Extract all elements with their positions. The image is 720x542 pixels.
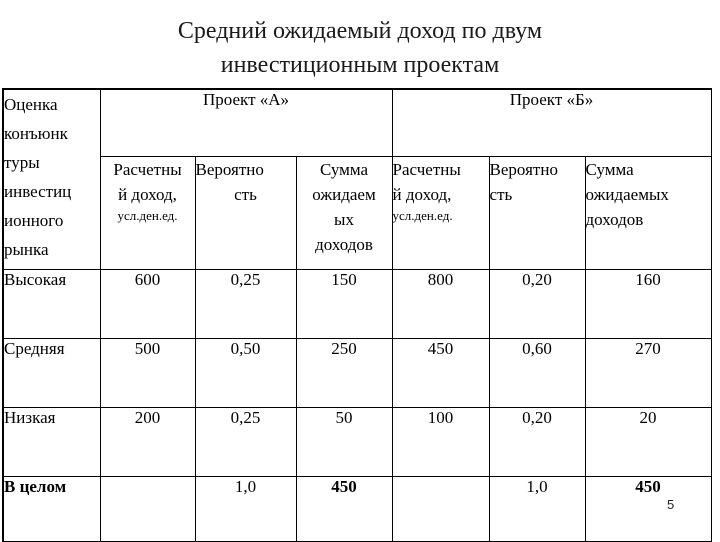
row-label-header: [3, 89, 100, 269]
total-b-income: [392, 476, 489, 541]
cell-a-income: 600: [100, 269, 195, 338]
header-line: й доход,: [118, 184, 177, 204]
header-line: ожидаемых: [585, 184, 669, 204]
expected-sum-header-b: [585, 156, 711, 269]
investment-table: [2, 88, 712, 542]
row-label: Низкая: [3, 407, 100, 476]
header-line: й доход,: [392, 184, 452, 204]
cell-a-sum: 250: [296, 338, 392, 407]
cell-b-prob: 0,60: [489, 338, 585, 407]
cell-a-prob: 0,25: [195, 269, 296, 338]
probability-header-b: [489, 156, 585, 269]
header-line: ых: [334, 209, 354, 229]
row-label-line: ионного: [4, 211, 64, 230]
header-line: сть: [234, 184, 257, 204]
header-line: Сумма: [319, 159, 369, 179]
total-row: [3, 476, 711, 541]
unit-label: усл.ден.ед.: [117, 207, 178, 223]
project-a-header: Проект «А»: [100, 89, 392, 156]
row-label-line: Оценка: [4, 95, 58, 114]
probability-header-a: [195, 156, 296, 269]
cell-b-prob: 0,20: [489, 407, 585, 476]
title-line-1: Средний ожидаемый доход по двум: [177, 18, 543, 44]
table-row: [3, 407, 711, 476]
total-label: В целом: [3, 476, 100, 541]
project-b-header: Проект «Б»: [392, 89, 711, 156]
total-a-prob: 1,0: [195, 476, 296, 541]
row-label-line: конъюнк: [4, 124, 68, 143]
header-line: Расчетны: [113, 159, 182, 179]
row-label-line: туры: [4, 153, 40, 172]
cell-a-income: 200: [100, 407, 195, 476]
cell-b-sum: 160: [585, 269, 711, 338]
total-a-sum: 450: [296, 476, 392, 541]
table-row: [3, 338, 711, 407]
cell-b-income: 800: [392, 269, 489, 338]
header-line: сть: [489, 184, 513, 204]
header-line: Вероятно: [195, 159, 264, 179]
total-b-sum: 450: [585, 476, 711, 541]
header-line: Вероятно: [489, 159, 558, 179]
cell-b-prob: 0,20: [489, 269, 585, 338]
row-label: Средняя: [3, 338, 100, 407]
unit-label: усл.ден.ед.: [392, 207, 453, 223]
cell-b-sum: 20: [585, 407, 711, 476]
total-b-prob: 1,0: [489, 476, 585, 541]
row-label-line: инвестиц: [4, 182, 72, 201]
cell-a-sum: 150: [296, 269, 392, 338]
slide-title: [0, 14, 720, 82]
expected-sum-header-a: [296, 156, 392, 269]
cell-a-sum: 50: [296, 407, 392, 476]
cell-a-prob: 0,25: [195, 407, 296, 476]
header-line: Расчетны: [392, 159, 461, 179]
row-label-line: рынка: [4, 240, 49, 259]
title-line-2: инвестиционным проектам: [220, 52, 500, 78]
table-row: [3, 269, 711, 338]
calc-income-header-a: [100, 156, 195, 269]
total-a-income: [100, 476, 195, 541]
cell-b-sum: 270: [585, 338, 711, 407]
cell-a-income: 500: [100, 338, 195, 407]
header-line: Сумма: [585, 159, 634, 179]
cell-b-income: 450: [392, 338, 489, 407]
header-line: доходов: [585, 209, 644, 229]
page-number: 5: [667, 497, 675, 512]
row-label: Высокая: [3, 269, 100, 338]
header-line: доходов: [315, 234, 373, 254]
header-line: ожидаем: [312, 184, 376, 204]
cell-a-prob: 0,50: [195, 338, 296, 407]
cell-b-income: 100: [392, 407, 489, 476]
calc-income-header-b: [392, 156, 489, 269]
